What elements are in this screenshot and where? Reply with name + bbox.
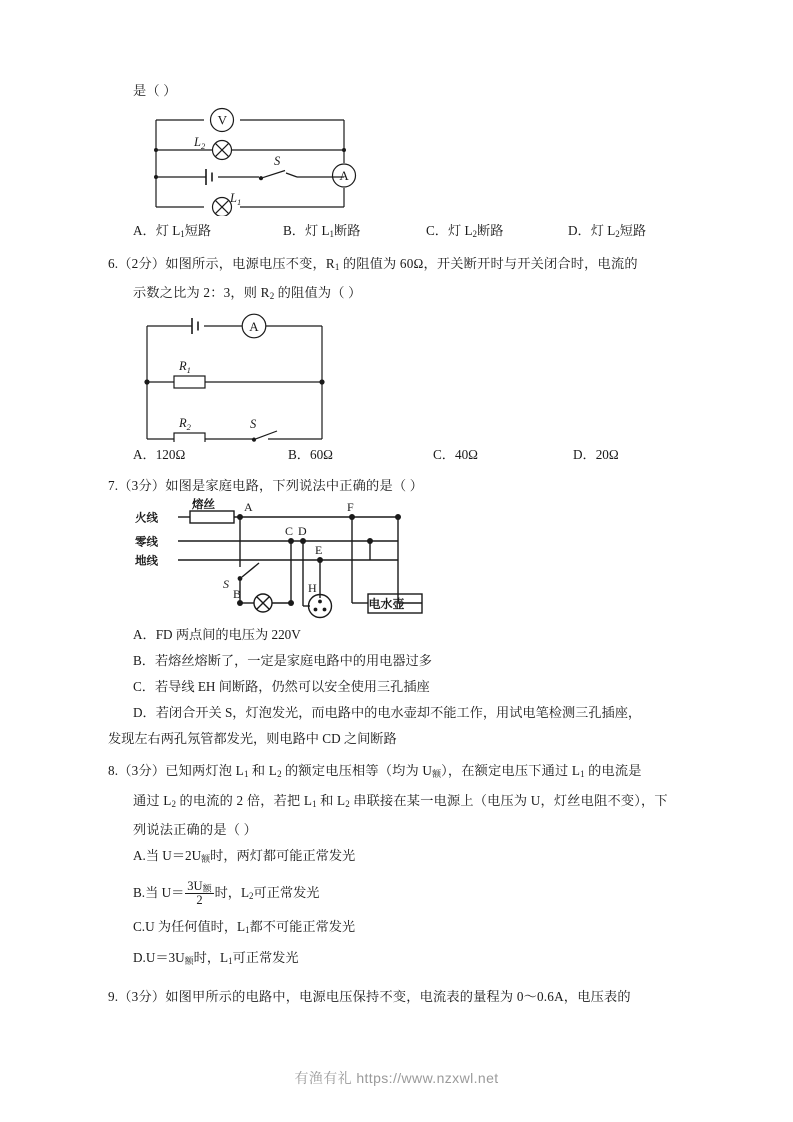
q8-option-c-sub: 1	[245, 925, 250, 936]
q6-option-a[interactable]: A．120Ω	[133, 447, 186, 463]
q8-line1a: 8.（3分）已知两灯泡 L	[108, 763, 244, 779]
q8-fraction-denominator: 2	[185, 893, 213, 907]
q5-voltmeter-label: V	[217, 112, 227, 128]
q7-figure	[108, 498, 688, 620]
q7-stem: 7.（3分）如图是家庭电路，下列说法中正确的是（ ）	[108, 478, 424, 494]
q8-stem	[108, 758, 688, 841]
q8-line1s1: 1	[243, 769, 249, 780]
q8-option-d-letter: D.	[133, 950, 146, 966]
q7-label-ground: 地线	[135, 555, 158, 568]
q8-option-b-fraction	[185, 880, 213, 907]
q7-label-kettle: 电水壶	[368, 597, 405, 612]
q7-option-d[interactable]: D．若闭合开关 S，灯泡发光，而电路中的电水壶却不能工作，用试电笔检测三孔插座，	[133, 705, 642, 721]
q6-stem-sub1: 1	[334, 262, 340, 273]
q8-option-c-letter: C.	[133, 919, 146, 935]
q6-switch-label: S	[250, 417, 257, 432]
q7-node-c: C	[285, 524, 294, 539]
q8-option-d-text3: 可正常发光	[232, 950, 299, 966]
q8-option-c-text2: 都不可能正常发光	[249, 919, 356, 935]
q8-line1d: ），在额定电压下通过 L	[441, 763, 581, 779]
q8-fraction-num-value: 3U	[187, 878, 203, 893]
q8-option-b-text3: 可正常发光	[253, 885, 320, 901]
q6-stem	[108, 251, 688, 309]
q8-option-d[interactable]	[108, 944, 688, 975]
q8-line1e: 的电流是	[584, 763, 642, 779]
q8-fraction-numerator	[185, 880, 213, 894]
q6-figure	[108, 309, 688, 442]
q7-node-a: A	[244, 500, 253, 515]
q8-option-b-sub: 2	[249, 891, 254, 902]
q8-option-d-sub: 额	[184, 956, 194, 967]
q8-line1c: 的额定电压相等（均为 U	[281, 763, 433, 779]
q5-option-c[interactable]: C．灯 $L_2$断路	[426, 223, 504, 240]
q6-ammeter-label: A	[249, 319, 259, 335]
q8-line1s3: 额	[432, 769, 442, 780]
q8-option-c-text1: U 为任何值时，L	[145, 919, 246, 935]
q8-option-d-sub2: 1	[228, 956, 233, 967]
q9-stem: 9.（3分）如图甲所示的电路中，电源电压保持不变，电流表的量程为 0～0.6A，电压表的	[108, 988, 631, 1004]
q6-stem-line2b: 的阻值为（ ）	[274, 285, 362, 301]
q5-lamp1-label: $L_1$	[230, 191, 242, 207]
q6-stem-line1a: 6.（2分）如图所示，电源电压不变，R	[108, 256, 335, 271]
q8-option-b-text1: 当 U＝	[145, 885, 185, 901]
q7-label-live: 火线	[135, 512, 158, 525]
q8-option-b-letter: B.	[133, 885, 146, 901]
q7-node-f: F	[347, 500, 354, 515]
q7-switch-label: S	[223, 577, 229, 592]
q8-option-c[interactable]	[108, 913, 688, 944]
q8-line2b: 的电流的 2 倍，若把 L	[176, 792, 313, 808]
q6-option-b[interactable]: B．60Ω	[288, 447, 333, 463]
q8-line1b: 和 L	[248, 763, 278, 779]
q7-option-b[interactable]: B．若熔丝熔断了，一定是家庭电路中的用电器过多	[133, 653, 432, 669]
q8-line1s4: 1	[580, 769, 585, 780]
q8-option-a-text1: 当 U＝2U	[145, 847, 202, 863]
q8-option-b-text2: 时，L	[214, 885, 250, 901]
q5-options	[108, 218, 688, 243]
q6-resistor1-label: $R_1$	[179, 359, 191, 376]
q8-line3: 列说法正确的是（ ）	[133, 821, 257, 837]
q8-option-b[interactable]	[108, 873, 688, 913]
q8-option-a[interactable]	[108, 842, 688, 873]
q8-line2a: 通过 L	[133, 792, 172, 808]
q6-stem-line2a: 示数之比为 2：3，则 R	[133, 285, 270, 301]
page-content	[108, 78, 688, 1009]
q8-line2s3: 2	[345, 798, 350, 809]
q5-lamp2-label: $L_2$	[194, 135, 206, 151]
q6-resistor2-label: $R_2$	[179, 416, 191, 433]
q8-option-a-text2: 时，两灯都可能正常发光	[210, 847, 356, 863]
q6-options	[108, 442, 688, 467]
q6-stem-line1b: 的阻值为 60Ω，开关断开时与开关闭合时，电流的	[339, 256, 638, 271]
q8-line2c: 和 L	[316, 792, 346, 808]
q7-node-h: H	[308, 581, 317, 596]
q8-option-d-text1: U＝3U	[145, 950, 185, 966]
q7-node-e: E	[315, 543, 323, 558]
q8-fraction-num-sub: 额	[202, 883, 212, 894]
q8-line1s2: 2	[277, 769, 282, 780]
q7-node-b: B	[233, 587, 242, 602]
q7-option-a[interactable]: A．FD 两点间的电压为 220V	[133, 627, 301, 643]
q8-option-d-text2: 时，L	[193, 950, 229, 966]
q8-line2s1: 2	[171, 798, 177, 809]
q7-label-neutral: 零线	[135, 536, 158, 549]
q5-switch-label: S	[274, 154, 281, 168]
q5-figure	[108, 103, 688, 216]
page-footer: 有渔有礼 https://www.nzxwl.net	[294, 1070, 499, 1086]
q6-stem-sub2: 2	[269, 291, 275, 302]
q6-option-d[interactable]: D．20Ω	[573, 447, 619, 463]
q8-option-a-sub: 额	[201, 854, 211, 865]
q8-options	[108, 842, 688, 976]
q5-stem-tail: 是（ ）	[133, 83, 177, 98]
q8-option-a-letter: A.	[133, 847, 146, 863]
q8-line2d: 串联接在某一电源上（电压为 U，灯丝电阻不变），下	[349, 792, 668, 808]
q7-option-d-cont: 发现左右两孔氖管都发光，则电路中 CD 之间断路	[108, 731, 397, 747]
q5-option-a[interactable]: A．灯 $L_1$短路	[133, 223, 212, 240]
q7-option-c[interactable]: C．若导线 EH 间断路，仍然可以安全使用三孔插座	[133, 679, 430, 695]
q6-option-c[interactable]: C．40Ω	[433, 447, 478, 463]
q7-options	[108, 622, 688, 752]
q5-ammeter-label: A	[339, 168, 349, 183]
q5-option-d[interactable]: D．灯 $L_2$短路	[568, 223, 647, 240]
q7-node-d: D	[298, 524, 307, 539]
q8-line2s2: 1	[312, 798, 317, 809]
q7-label-fuse: 熔丝	[192, 499, 215, 512]
q5-option-b[interactable]: B．灯 $L_1$断路	[283, 223, 361, 240]
